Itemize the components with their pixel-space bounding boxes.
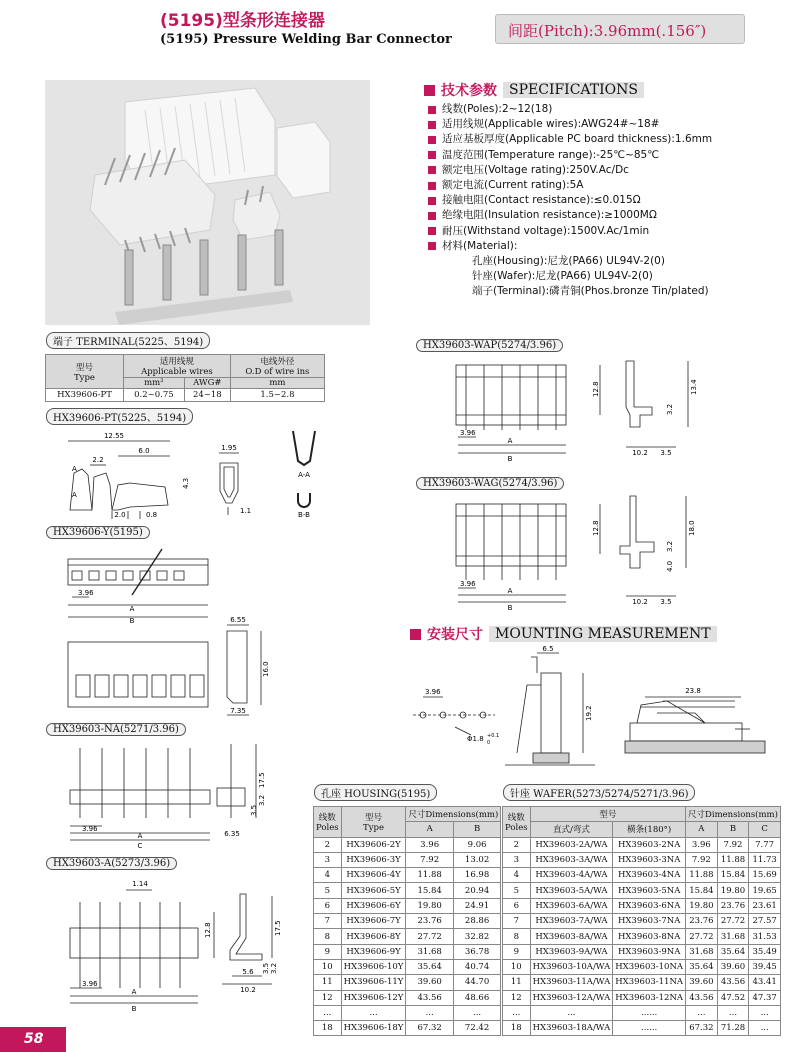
table-cell: HX39603-2NA: [613, 837, 686, 852]
pt-view-b-b: B-B: [298, 511, 310, 519]
page-title-cn: (5195)型条形连接器: [160, 11, 325, 31]
table-cell: HX39603-7A/WA: [530, 914, 613, 929]
pt-dim-2-0: 2.0: [114, 511, 126, 519]
table-cell: HX39606-11Y: [341, 975, 406, 990]
table-cell: HX39603-5NA: [613, 883, 686, 898]
material-wafer: 针座(Wafer):尼龙(PA66) UL94V-2(0): [472, 270, 653, 283]
table-cell: 43.56: [406, 990, 453, 1005]
spec-item: 耐压(Withstand voltage):1500V.Ac/1min: [428, 224, 778, 239]
table-cell: 6: [503, 898, 531, 913]
spec-item: 材料(Material):: [428, 239, 778, 254]
table-cell: 23.76: [686, 914, 718, 929]
table-cell: 11.73: [749, 852, 781, 867]
a-dim-3-2: 3.2: [270, 962, 278, 974]
mounting-title-cn: 安装尺寸: [427, 627, 483, 643]
y-dim-7-35: 7.35: [230, 707, 246, 715]
table-cell: 7.92: [686, 852, 718, 867]
table-cell: 9: [503, 944, 531, 959]
na-wafer-drawing: [62, 738, 292, 850]
y-dim-16-0: 16.0: [262, 661, 270, 677]
table-cell: HX39606-4Y: [341, 868, 406, 883]
table-row: [503, 959, 781, 974]
table-cell: 10: [314, 959, 342, 974]
table-cell: HX39603-12NA: [613, 990, 686, 1005]
mount-dim-hole-tol-plus: +0.1: [487, 733, 500, 739]
table-cell: 39.60: [406, 975, 453, 990]
product-photo-illustration: [45, 80, 370, 325]
wag-dim-4-0: 4.0: [666, 560, 674, 572]
table-cell: 2: [503, 837, 531, 852]
table-cell: 43.56: [686, 990, 718, 1005]
wag-dim-12-8: 12.8: [592, 520, 600, 536]
material-terminal: 端子(Terminal):磷青铜(Phos.bronze Tin/plated): [472, 285, 709, 298]
table-cell: 35.64: [406, 959, 453, 974]
table-cell: HX39606-12Y: [341, 990, 406, 1005]
bullet-square-icon: [428, 242, 436, 250]
pt-dim-0-8: 0.8: [146, 511, 158, 519]
table-cell: 19.65: [749, 883, 781, 898]
table-cell: 7.92: [406, 852, 453, 867]
a-dim-b: B: [131, 1005, 137, 1013]
table-cell: ......: [613, 1005, 686, 1020]
wafer-table-label: 针座 WAFER(5273/5274/5271/3.96): [503, 784, 695, 801]
wap-drawing-label: HX39603-WAP(5274/3.96): [416, 339, 563, 352]
terminal-table: 型号 Type 适用线规 Applicable wires 电线外径 O.D of wire ins mm² AWG# mm HX39606-PT 0.2~0.75 24~18 1.5~2.8: [45, 354, 325, 402]
spec-item: 温度范围(Temperature range):-25℃~85℃: [428, 148, 778, 163]
table-cell: 48.66: [453, 990, 500, 1005]
table-cell: 18: [314, 1021, 342, 1036]
na-dim-a: A: [137, 832, 143, 840]
table-cell: 72.42: [453, 1021, 500, 1036]
page-title-en: (5195) Pressure Welding Bar Connector: [160, 32, 452, 47]
bullet-square-icon: [428, 121, 436, 129]
table-cell: HX39606-9Y: [341, 944, 406, 959]
table-row: HX39606-PT 0.2~0.75 24~18 1.5~2.8: [46, 389, 325, 402]
bullet-square-icon: [428, 227, 436, 235]
table-cell: ...: [749, 1021, 781, 1036]
pt-dim-1-95: 1.95: [221, 444, 237, 452]
wap-dim-10-2: 10.2: [632, 449, 648, 457]
table-cell: 9.06: [453, 837, 500, 852]
table-row: [314, 944, 501, 959]
table-cell: ...: [406, 1005, 453, 1020]
specifications-title-en: SPECIFICATIONS: [503, 82, 644, 98]
spec-item: 绝缘电阻(Insulation resistance):≥1000MΩ: [428, 208, 778, 223]
table-cell: HX39603-10NA: [613, 959, 686, 974]
table-cell: 11.88: [717, 852, 749, 867]
table-row: [314, 883, 501, 898]
wag-dim-3-5: 3.5: [660, 598, 672, 606]
a-dim-10-2: 10.2: [240, 986, 256, 994]
wag-dim-a: A: [507, 587, 513, 595]
a-dim-3-96: 3.96: [82, 980, 98, 988]
table-cell: ...: [686, 1005, 718, 1020]
table-cell: HX39606-18Y: [341, 1021, 406, 1036]
table-cell: 10: [503, 959, 531, 974]
pt-section-a-bottom: A: [72, 491, 77, 499]
na-dim-17-5: 17.5: [258, 772, 266, 788]
table-cell: HX39606-10Y: [341, 959, 406, 974]
table-cell: HX39603-11NA: [613, 975, 686, 990]
table-cell: 43.41: [749, 975, 781, 990]
na-dim-3-5: 3.5: [250, 804, 258, 816]
table-cell: 16.98: [453, 868, 500, 883]
wap-wafer-drawing: [440, 355, 700, 465]
wag-wafer-drawing: [440, 492, 700, 612]
table-cell: HX39603-4A/WA: [530, 868, 613, 883]
table-cell: HX39606-7Y: [341, 914, 406, 929]
pt-dim-12-55: 12.55: [103, 432, 125, 440]
spec-item: 适应基板厚度(Applicable PC board thickness):1.6mm: [428, 132, 778, 147]
table-cell: HX39606-3Y: [341, 852, 406, 867]
table-row: [503, 929, 781, 944]
spec-item: 适用线规(Applicable wires):AWG24#~18#: [428, 117, 778, 132]
table-cell: ...: [530, 1005, 613, 1020]
table-row: [503, 883, 781, 898]
mounting-title-en: MOUNTING MEASUREMENT: [489, 626, 717, 642]
table-row: [314, 914, 501, 929]
table-cell: HX39606-2Y: [341, 837, 406, 852]
page-number: 58: [0, 1027, 66, 1052]
table-cell: 5: [314, 883, 342, 898]
table-cell: 31.68: [406, 944, 453, 959]
table-row: [503, 898, 781, 913]
table-cell: HX39603-8A/WA: [530, 929, 613, 944]
table-cell: 15.84: [686, 883, 718, 898]
table-cell: 39.60: [717, 959, 749, 974]
table-cell: 43.56: [717, 975, 749, 990]
table-row: [503, 837, 781, 852]
wap-dim-3-2: 3.2: [666, 403, 674, 415]
table-cell: 3: [503, 852, 531, 867]
y-dim-a: A: [129, 605, 135, 613]
table-cell: HX39603-4NA: [613, 868, 686, 883]
table-cell: 11: [503, 975, 531, 990]
bullet-square-icon: [428, 166, 436, 174]
table-cell: 67.32: [686, 1021, 718, 1036]
wag-dim-3-96: 3.96: [460, 580, 476, 588]
table-cell: 27.57: [749, 914, 781, 929]
table-cell: 7.77: [749, 837, 781, 852]
wap-dim-b: B: [507, 455, 513, 463]
product-photo: [45, 80, 370, 325]
table-row: [314, 929, 501, 944]
mount-dim-hole: Φ1.8: [467, 735, 484, 743]
table-cell: 11.88: [406, 868, 453, 883]
table-cell: 8: [314, 929, 342, 944]
table-cell: HX39606-8Y: [341, 929, 406, 944]
table-cell: 23.76: [717, 898, 749, 913]
table-cell: HX39603-2A/WA: [530, 837, 613, 852]
table-row: [314, 852, 501, 867]
housing-table-body: [314, 837, 501, 1036]
table-row: [503, 1021, 781, 1036]
table-cell: HX39603-18A/WA: [530, 1021, 613, 1036]
table-cell: 13.02: [453, 852, 500, 867]
mounting-title: [410, 624, 717, 644]
table-cell: 39.45: [749, 959, 781, 974]
table-cell: HX39603-7NA: [613, 914, 686, 929]
wap-dim-13-4: 13.4: [690, 379, 698, 395]
table-cell: 19.80: [686, 898, 718, 913]
table-cell: 15.84: [406, 883, 453, 898]
table-cell: ...: [503, 1005, 531, 1020]
y-drawing-label: HX39606-Y(5195): [46, 526, 150, 539]
table-cell: 67.32: [406, 1021, 453, 1036]
mount-dim-hole-tol-zero: 0: [487, 740, 491, 746]
wap-dim-a: A: [507, 437, 513, 445]
y-dim-b: B: [129, 617, 135, 625]
table-cell: 3.96: [686, 837, 718, 852]
housing-table: 线数 Poles 型号 Type 尺寸Dimensions(mm) A B 2 HX39606-2Y 3.96 9.06 3 HX39606-3Y 7.92 13.02 4 HX39606-4Y 11.88 16.98 5 HX39606-5Y 15.84 20.94 6 HX39606-6Y 19.80 24.91 7 HX39606-7Y 23.76 28.86 8 HX39606-8Y 27.72 32.82 9 HX39606-9Y 31.68 36.78 10 HX39606-10Y 35.64 40.74 11 HX39606-11Y 39.60 44.70 12 HX39606-12Y 43.56 48.66 ... ... ... ... 18 HX39606-18Y 67.32 72.42: [313, 806, 501, 1036]
a-drawing-label: HX39603-A(5273/3.96): [46, 857, 177, 870]
table-cell: HX39603-3NA: [613, 852, 686, 867]
table-cell: 5: [503, 883, 531, 898]
table-cell: HX39603-12A/WA: [530, 990, 613, 1005]
table-row: [503, 944, 781, 959]
table-cell: 19.80: [406, 898, 453, 913]
table-cell: ...: [341, 1005, 406, 1020]
pt-section-a-top: A: [72, 465, 77, 473]
table-cell: 7: [503, 914, 531, 929]
table-cell: 4: [503, 868, 531, 883]
bullet-square-icon: [410, 629, 421, 640]
mount-dim-23-8: 23.8: [685, 687, 701, 695]
wap-dim-3-96: 3.96: [460, 429, 476, 437]
table-cell: 44.70: [453, 975, 500, 990]
na-drawing-label: HX39603-NA(5271/3.96): [46, 723, 186, 736]
table-cell: HX39603-6A/WA: [530, 898, 613, 913]
table-cell: 4: [314, 868, 342, 883]
pt-dim-6-0: 6.0: [138, 447, 150, 455]
table-cell: 6: [314, 898, 342, 913]
table-cell: 39.60: [686, 975, 718, 990]
a-dim-1-14: 1.14: [132, 880, 148, 888]
y-dim-6-55: 6.55: [230, 616, 246, 624]
wafer-table-body: [503, 837, 781, 1036]
wag-dim-10-2: 10.2: [632, 598, 648, 606]
a-dim-12-8: 12.8: [204, 922, 212, 938]
table-cell: 23.76: [406, 914, 453, 929]
table-cell: HX39603-9A/WA: [530, 944, 613, 959]
table-cell: ...: [717, 1005, 749, 1020]
wag-dim-18-0: 18.0: [688, 520, 696, 536]
pt-terminal-drawing: [60, 425, 330, 523]
table-cell: ...: [749, 1005, 781, 1020]
table-cell: 18: [503, 1021, 531, 1036]
material-housing: 孔座(Housing):尼龙(PA66) UL94V-2(0): [472, 255, 665, 268]
table-cell: HX39603-6NA: [613, 898, 686, 913]
specifications-title: [424, 80, 644, 100]
mount-dim-3-96: 3.96: [425, 688, 441, 696]
spec-item: 线数(Poles):2~12(18): [428, 102, 778, 117]
a-dim-a: A: [131, 988, 137, 996]
wag-drawing-label: HX39603-WAG(5274/3.96): [416, 477, 564, 490]
table-cell: 3: [314, 852, 342, 867]
pitch-badge: 间距(Pitch):3.96mm(.156″): [495, 14, 745, 44]
table-cell: 9: [314, 944, 342, 959]
table-cell: 40.74: [453, 959, 500, 974]
table-cell: ......: [613, 1021, 686, 1036]
table-cell: 36.78: [453, 944, 500, 959]
table-cell: 15.69: [749, 868, 781, 883]
mounting-drawing: [405, 645, 775, 775]
na-dim-6-35: 6.35: [224, 830, 240, 838]
table-cell: 32.82: [453, 929, 500, 944]
table-cell: HX39606-5Y: [341, 883, 406, 898]
table-cell: 28.86: [453, 914, 500, 929]
table-row: [314, 990, 501, 1005]
table-row: [503, 868, 781, 883]
table-row: [314, 898, 501, 913]
table-row: [503, 852, 781, 867]
a-wafer-drawing: [62, 876, 302, 1016]
bullet-square-icon: [428, 212, 436, 220]
table-cell: 31.68: [686, 944, 718, 959]
table-row: [503, 914, 781, 929]
table-cell: 35.64: [686, 959, 718, 974]
table-row: [503, 990, 781, 1005]
na-dim-c: C: [137, 842, 143, 850]
spec-item: 额定电压(Voltage rating):250V.Ac/Dc: [428, 163, 778, 178]
table-row: [503, 1005, 781, 1020]
table-row: [314, 959, 501, 974]
spec-item: 接触电阻(Contact resistance):≤0.015Ω: [428, 193, 778, 208]
table-cell: ...: [314, 1005, 342, 1020]
y-housing-drawing: [62, 545, 292, 720]
table-row: [314, 975, 501, 990]
table-cell: 27.72: [406, 929, 453, 944]
table-cell: 7: [314, 914, 342, 929]
table-cell: 12: [503, 990, 531, 1005]
table-row: [314, 1005, 501, 1020]
table-cell: 7.92: [717, 837, 749, 852]
wap-dim-12-8: 12.8: [592, 381, 600, 397]
bullet-square-icon: [428, 182, 436, 190]
table-cell: 27.72: [686, 929, 718, 944]
table-cell: 27.72: [717, 914, 749, 929]
table-row: [314, 837, 501, 852]
table-cell: HX39603-10A/WA: [530, 959, 613, 974]
bullet-square-icon: [428, 151, 436, 159]
table-cell: 19.80: [717, 883, 749, 898]
table-cell: 35.64: [717, 944, 749, 959]
table-cell: HX39603-9NA: [613, 944, 686, 959]
table-cell: HX39603-5A/WA: [530, 883, 613, 898]
wap-dim-3-5: 3.5: [660, 449, 672, 457]
table-cell: 2: [314, 837, 342, 852]
table-cell: 47.37: [749, 990, 781, 1005]
table-cell: 11: [314, 975, 342, 990]
na-dim-3-96: 3.96: [82, 825, 98, 833]
terminal-table-label: 端子 TERMINAL(5225、5194): [46, 332, 210, 349]
table-cell: 20.94: [453, 883, 500, 898]
bullet-square-icon: [428, 197, 436, 205]
table-cell: 12: [314, 990, 342, 1005]
table-cell: HX39603-8NA: [613, 929, 686, 944]
bullet-square-icon: [428, 106, 436, 114]
specifications-title-cn: 技术参数: [441, 83, 497, 99]
table-cell: 35.49: [749, 944, 781, 959]
table-cell: HX39606-6Y: [341, 898, 406, 913]
bullet-square-icon: [428, 136, 436, 144]
table-cell: 15.84: [717, 868, 749, 883]
pt-dim-4-3: 4.3: [182, 477, 190, 489]
table-row: [503, 975, 781, 990]
table-cell: 47.52: [717, 990, 749, 1005]
pt-dim-2-2: 2.2: [92, 456, 104, 464]
table-cell: 24.91: [453, 898, 500, 913]
wag-dim-b: B: [507, 604, 513, 612]
na-dim-3-2: 3.2: [258, 794, 266, 806]
mount-dim-6-5: 6.5: [542, 645, 554, 653]
mount-dim-19-2: 19.2: [585, 705, 593, 721]
a-dim-5-6: 5.6: [242, 968, 254, 976]
specifications-list: [428, 102, 778, 300]
pt-view-a-a: A-A: [298, 471, 310, 479]
a-dim-3-5: 3.5: [262, 962, 270, 974]
wag-dim-3-2: 3.2: [666, 540, 674, 552]
bullet-square-icon: [424, 85, 435, 96]
y-dim-3-96: 3.96: [78, 589, 94, 597]
wafer-table: 线数 Poles 型号 尺寸Dimensions(mm) 直式/弯式 横条(180°) A B C 2 HX39603-2A/WA HX39603-2NA 3.96 7.92 7.77 3 HX39603-3A/WA HX39603-3NA 7.92 11.88 11.73 4 HX39603-4A/WA HX39603-4NA 11.88 15.84 15.69 5 HX39603-5A/WA HX39603-5NA 15.84 19.80 19.65 6 HX39603-6A/WA HX39603-6NA 19.80 23.76 23.61 7 HX39603-7A/WA HX39603-7NA 23.76 27.72 27.57 8 HX39603-8A/WA HX39603-8NA 27.72 31.68 31.53 9 HX39603-9A/WA HX39603-9NA 31.68 35.64 35.49 10 HX39603-10A/WA HX39603-10NA 35.64 39.60 39.45 11 HX39603-11A/WA HX39603-11NA 39.60 43.56 43.41 12 HX39603-12A/WA HX39603-12NA 43.56 47.52 47.37 ... ... ...... ... ... ... 18 HX39603-18A/WA ...... 67.32 71.28 ...: [502, 806, 781, 1036]
table-row: [314, 1021, 501, 1036]
table-cell: 31.53: [749, 929, 781, 944]
table-cell: 31.68: [717, 929, 749, 944]
table-cell: HX39603-11A/WA: [530, 975, 613, 990]
table-cell: 11.88: [686, 868, 718, 883]
table-cell: HX39603-3A/WA: [530, 852, 613, 867]
table-cell: ...: [453, 1005, 500, 1020]
table-row: [314, 868, 501, 883]
spec-item: 额定电流(Current rating):5A: [428, 178, 778, 193]
table-cell: 23.61: [749, 898, 781, 913]
pt-drawing-label: HX39606-PT(5225、5194): [46, 408, 193, 425]
pt-dim-1-1: 1.1: [240, 507, 252, 515]
table-cell: 3.96: [406, 837, 453, 852]
a-dim-17-5: 17.5: [274, 920, 282, 936]
table-cell: 8: [503, 929, 531, 944]
table-cell: 71.28: [717, 1021, 749, 1036]
housing-table-label: 孔座 HOUSING(5195): [314, 784, 437, 801]
